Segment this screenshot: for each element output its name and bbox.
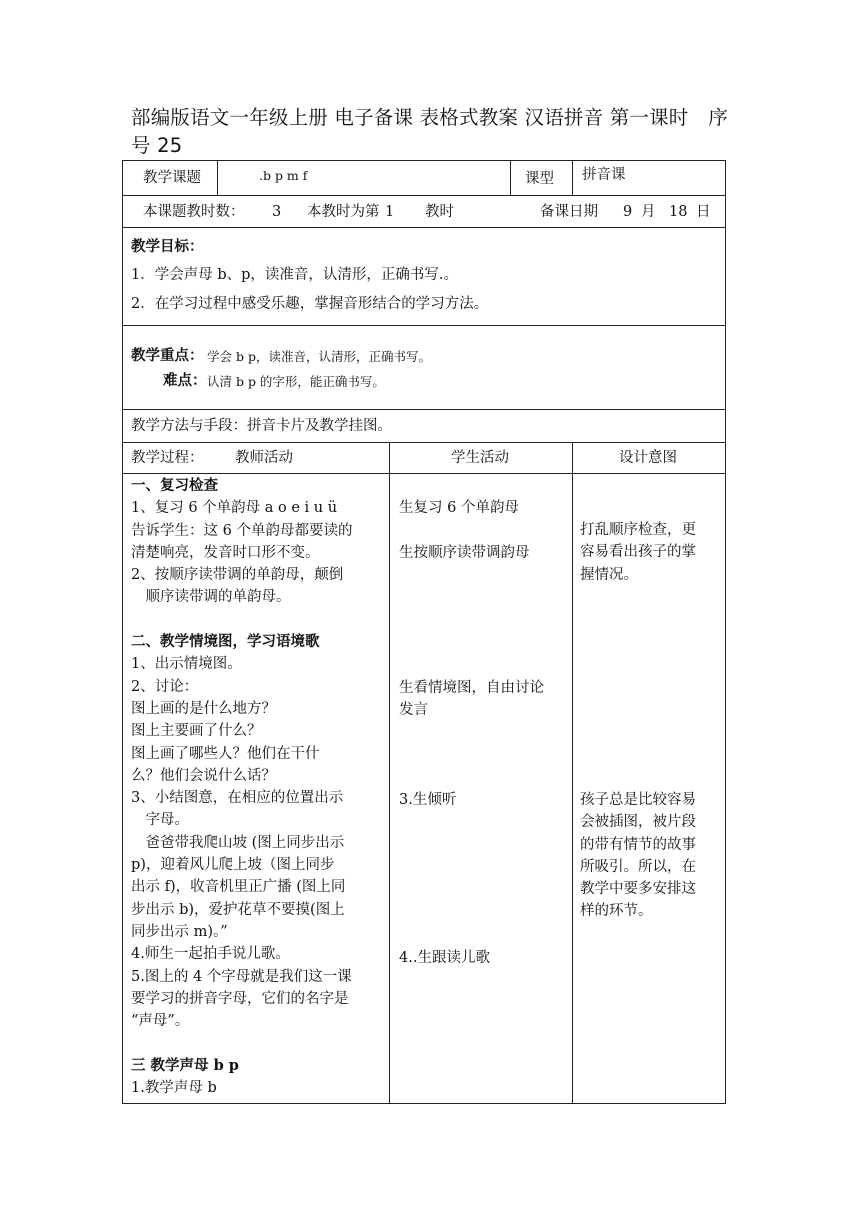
teacher-line: 4.师生一起拍手说儿歌。: [131, 946, 290, 963]
teacher-line: 1、复习 6 个单韵母 a o e i u ü: [131, 500, 338, 517]
topic-value: .b p m f: [259, 168, 308, 183]
difficulty-text: 认清 b p 的字形，能正确书写。: [207, 374, 385, 389]
student-note-2: 生按顺序读带调韵母: [399, 545, 530, 561]
design-line: 孩子总是比较容易: [580, 792, 696, 808]
topic-label: 教学课题: [143, 170, 201, 186]
teacher-line: 二、教学情境图，学习语境歌: [131, 633, 320, 651]
prep-month: 9: [623, 204, 633, 220]
student-note-5: 4..生跟读儿歌: [399, 950, 490, 966]
design-intent-header: 设计意图: [619, 450, 677, 466]
prep-day-unit: 日: [696, 204, 711, 220]
teacher-line: 图上画了哪些人？他们在干什: [131, 745, 320, 762]
prep-month-unit: 月: [641, 204, 656, 220]
type-value: 拼音课: [582, 167, 626, 183]
teacher-line: 图上画的是什么地方？: [131, 700, 276, 717]
student-note-4: 3.生倾听: [399, 792, 457, 808]
key-point-label: 教学重点：: [131, 347, 204, 364]
teaching-method: 教学方法与手段：拼音卡片及教学挂图。: [131, 418, 392, 434]
teacher-line: p)，迎着风儿爬上坡（图上同步: [131, 857, 335, 874]
design-line: 打乱顺序检查，更: [580, 522, 696, 538]
student-note-3b: 发言: [399, 702, 428, 718]
teacher-line: 告诉学生：这 6 个单韵母都要读的: [131, 522, 353, 539]
current-lesson-unit: 教时: [425, 204, 454, 220]
teacher-line: [131, 609, 387, 631]
teacher-line: 2、讨论：: [131, 678, 199, 695]
current-lesson-value: 1: [385, 204, 395, 220]
teacher-line: 么？他们会说什么话？: [131, 767, 276, 784]
design-note-2: [580, 789, 725, 923]
teacher-line: 5.图上的 4 个字母就是我们这一课: [131, 968, 352, 985]
prep-day: 18: [669, 204, 688, 220]
teacher-line: 字母。: [131, 812, 189, 829]
objective-2: 2．在学习过程中感受乐趣，掌握音形结合的学习方法。: [131, 296, 489, 312]
design-note-1: [580, 519, 725, 586]
key-point-text: 学会 b p，读准音，认清形，正确书写。: [207, 349, 431, 364]
document-title: 部编版语文一年级上册 电子备课 表格式教案 汉语拼音 第一课时 序号 25: [131, 106, 728, 157]
process-label: 教学过程：: [131, 450, 204, 466]
type-label: 课型: [525, 171, 554, 187]
teacher-line: 一、复习检查: [131, 477, 218, 494]
design-line: 容易看出孩子的掌: [580, 544, 696, 561]
teacher-line: 3、小结图意，在相应的位置出示: [131, 790, 344, 807]
teacher-activity-header: 教师活动: [235, 450, 293, 466]
teacher-line: 1、出示情境图。: [131, 656, 242, 673]
teacher-line: 图上主要画了什么？: [131, 723, 262, 740]
design-line: 所吸引。所以，在: [580, 858, 696, 875]
teacher-line: 要学习的拼音字母，它们的名字是: [131, 990, 349, 1007]
student-note-1: 生复习 6 个单韵母: [399, 500, 519, 516]
design-line: 的带有情节的故事: [580, 836, 696, 853]
teacher-line: [131, 1032, 387, 1054]
student-note-3a: 生看情境图，自由讨论: [399, 680, 544, 696]
teacher-line: 顺序读带调的单韵母。: [131, 589, 291, 606]
hours-label: 本课题教时数：: [143, 204, 245, 220]
difficulty-label: 难点：: [163, 372, 207, 389]
student-activity-header: 学生活动: [451, 450, 509, 466]
teacher-line: 2、按顺序读带调的单韵母，颠倒: [131, 567, 344, 584]
prep-date-label: 备课日期: [540, 204, 598, 220]
lesson-plan-table: [122, 160, 726, 1104]
teacher-line: “声母”。: [131, 1013, 190, 1030]
teacher-line: 1.教学声母 b: [131, 1080, 217, 1097]
teacher-line: 同步出示 m)。”: [131, 923, 228, 940]
hours-value: 3: [272, 204, 282, 220]
current-lesson-label: 本教时为第: [307, 204, 380, 220]
teacher-line: 出示 f)，收音机里正广播 (图上同: [131, 879, 346, 896]
teacher-line: 清楚响亮，发音时口形不变。: [131, 544, 320, 561]
teacher-activity-column: [131, 475, 387, 1099]
teacher-line: 爸爸带我爬山坡 (图上同步出示: [131, 834, 345, 851]
teacher-line: 三 教学声母 b p: [131, 1056, 239, 1074]
design-line: 教学中要多安排这: [580, 881, 696, 898]
objectives-heading: 教学目标：: [131, 238, 204, 255]
design-line: 会被插图，被片段: [580, 814, 696, 831]
design-line: 样的环节。: [580, 903, 653, 920]
teacher-line: 步出示 b)，爱护花草不要摸(图上: [131, 901, 345, 918]
objective-1: 1．学会声母 b、p，读准音，认清形，正确书写.。: [131, 267, 459, 283]
design-line: 握情况。: [580, 566, 638, 583]
